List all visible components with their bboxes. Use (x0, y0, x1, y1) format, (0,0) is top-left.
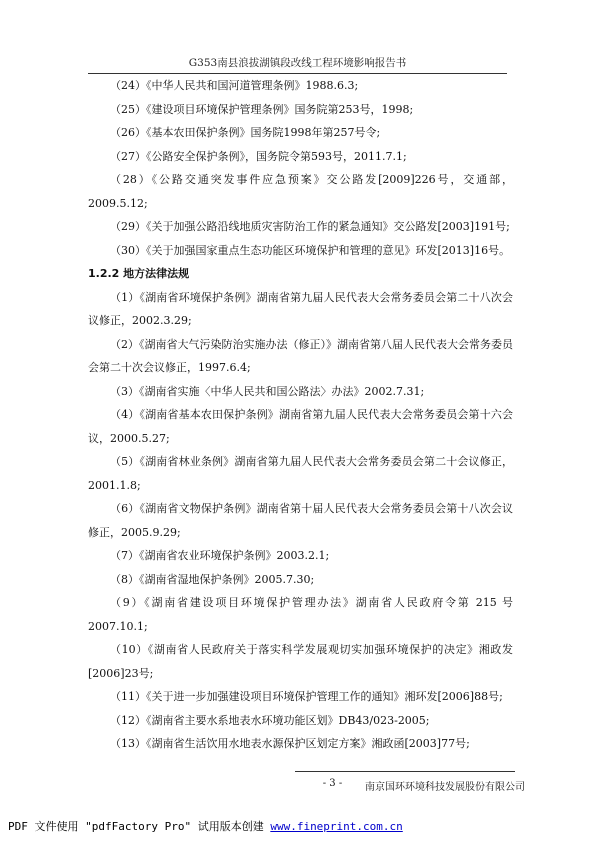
page-header: G353南县浪拔湖镇段改线工程环境影响报告书 (88, 55, 507, 74)
list-item: （6）《湖南省文物保护条例》湖南省第十届人民代表大会常务委员会第十八次会议修正，2005.9.29; (88, 502, 513, 539)
list-item: （30）《关于加强国家重点生态功能区环境保护和管理的意见》环发[2013]16号。 (110, 243, 511, 257)
list-item: （8）《湖南省湿地保护条例》2005.7.30; (110, 572, 315, 586)
company-name: 南京国环环境科技发展股份有限公司 (365, 782, 525, 793)
list-item: （11）《关于进一步加强建设项目环境保护管理工作的通知》湘环发[2006]88号; (110, 690, 503, 703)
footer-divider (295, 771, 515, 772)
list-item: （2）《湖南省大气污染防治实施办法（修正）》湖南省第八届人民代表大会常务委员会第二十次会议修正，1997.6.4; (88, 337, 513, 374)
pdf-watermark-banner (8, 818, 403, 834)
list-item: （4）《湖南省基本农田保护条例》湖南省第九届人民代表大会常务委员会第十六会议，2000.5.27; (88, 408, 513, 445)
list-item: （12）《湖南省主要水系地表水环境功能区划》DB43/023-2005; (110, 713, 430, 727)
page-number: - 3 - (322, 778, 343, 789)
list-item: （24）《中华人民共和国河道管理条例》1988.6.3; (110, 79, 359, 92)
document-body (88, 74, 513, 756)
list-item: （5）《湖南省林业条例》湖南省第九届人民代表大会常务委员会第二十会议修正，2001.1.8; (88, 455, 513, 492)
list-item: （3）《湖南省实施〈中华人民共和国公路法〉办法》2002.7.31; (110, 384, 425, 398)
fineprint-link[interactable]: www.fineprint.com.cn (270, 820, 403, 833)
list-item: （28）《公路交通突发事件应急预案》交公路发[2009]226号，交通部，2009.5.12; (88, 173, 513, 210)
list-item: （25）《建设项目环境保护管理条例》国务院第253号，1998; (110, 102, 414, 116)
list-item: （9）《湖南省建设项目环境保护管理办法》湖南省人民政府令第 215 号 2007.10.1; (88, 596, 513, 633)
list-item: （27）《公路安全保护条例》，国务院令第593号，2011.7.1; (110, 149, 407, 163)
list-item: （26）《基本农田保护条例》国务院1998年第257号令; (110, 126, 381, 139)
list-item: （7）《湖南省农业环境保护条例》2003.2.1; (110, 549, 330, 562)
list-item: （13）《湖南省生活饮用水地表水源保护区划定方案》湘政函[2003]77号; (110, 737, 470, 750)
list-item: （10）《湖南省人民政府关于落实科学发展观切实加强环境保护的决定》湘政发[2006]23号; (88, 643, 513, 680)
list-item: （29）《关于加强公路沿线地质灾害防治工作的紧急通知》交公路发[2003]191号; (110, 220, 510, 233)
section-heading: 1.2.2 地方法律法规 (88, 267, 190, 280)
list-item: （1）《湖南省环境保护条例》湖南省第九届人民代表大会常务委员会第二十八次会议修正，2002.3.29; (88, 290, 513, 327)
banner-text: PDF 文件使用 "pdfFactory Pro" 试用版本创建 (8, 820, 271, 833)
